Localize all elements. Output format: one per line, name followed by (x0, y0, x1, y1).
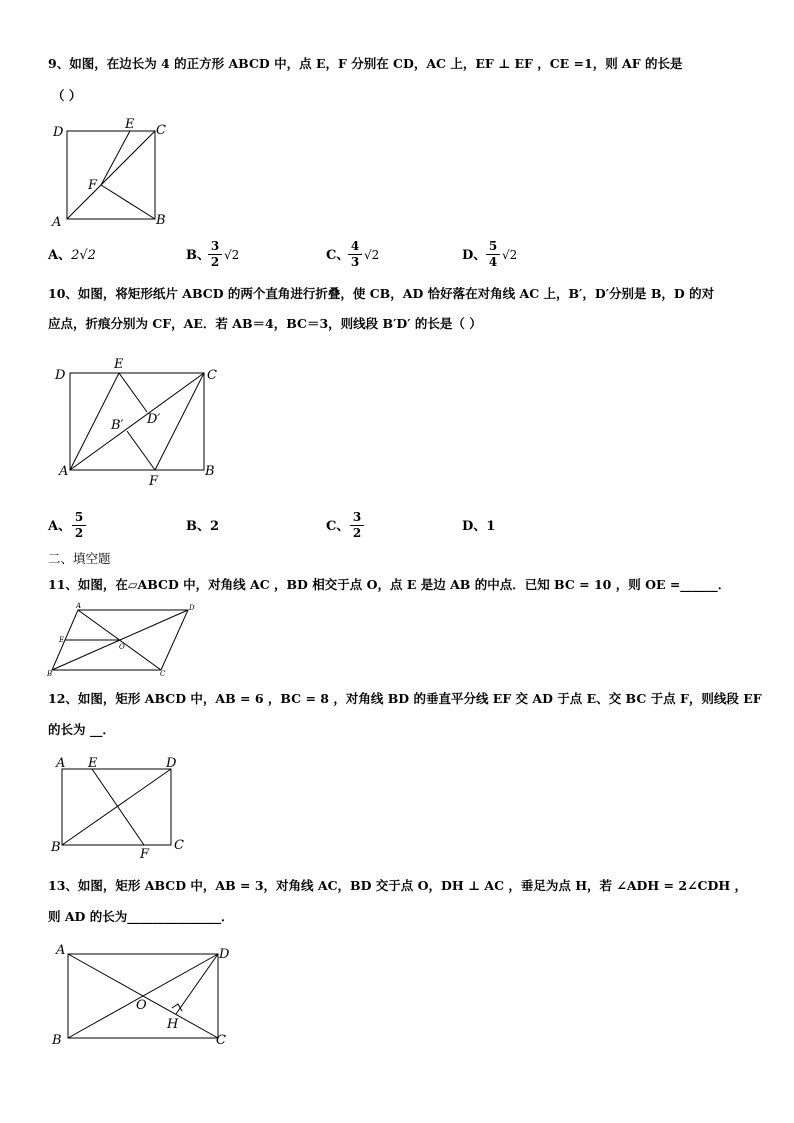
q10-label-d: D (55, 368, 66, 383)
q12-label-a: A (56, 756, 66, 771)
q9-option-c-radical: √2 (364, 248, 380, 262)
q12-label-e: E (88, 756, 98, 771)
q10-option-c-fraction: 3 2 (350, 511, 364, 540)
q12-label-b: B (51, 840, 61, 855)
q12-label-d: D (166, 756, 177, 771)
q10-option-a-key[interactable]: A、 (48, 519, 72, 534)
q9-label-e: E (125, 118, 135, 132)
q9-option-c-key[interactable]: C、 (326, 248, 350, 263)
q9-option-d-key[interactable]: D、 (462, 248, 487, 263)
section-heading: 二、填空题 (48, 551, 111, 566)
q12-figure (48, 752, 198, 862)
q13-figure (48, 940, 248, 1052)
q11-label-o: O (119, 643, 125, 651)
q13-stem-line1: 13、如图，矩形 ABCD 中，AB = 3，对角线 AC，BD 交于点 O，DH ⊥ AC ，垂足为点 H，若 ∠ADH = 2∠CDH ， (48, 878, 748, 893)
q10-label-f: F (149, 474, 159, 489)
q10-stem-line2: 应点，折痕分别为 CF，AE．若 AB＝4，BC＝3，则线段 B′D′ 的长是（ ） (48, 316, 482, 331)
q10-figure (50, 355, 225, 490)
q11-label-b: B (47, 670, 53, 678)
q9-option-b-fraction: 3 2 (208, 240, 222, 269)
q13-label-h: H (167, 1017, 179, 1032)
q9-label-b: B (156, 213, 166, 228)
q9-option-b-radical: √2 (224, 248, 240, 262)
q11-label-c: C (160, 670, 166, 678)
q10-label-e: E (114, 357, 124, 372)
q10-label-a: A (59, 464, 69, 479)
q13-label-d: D (219, 947, 230, 962)
q10-option-c-key[interactable]: C、 (326, 519, 350, 534)
q11-label-d: D (189, 604, 195, 612)
q13-stem-line2: 则 AD 的长为_______________． (48, 909, 234, 924)
q10-option-d[interactable]: D、1 (462, 519, 496, 534)
q9-option-a[interactable]: A、2√2 (48, 248, 96, 263)
q11-stem-line1: 11、如图，在▱ABCD 中，对角线 AC ，BD 相交于点 O，点 E 是边 AB 的中点．已知 BC = 10 ，则 OE =______． (48, 577, 731, 592)
q12-label-f: F (140, 847, 150, 862)
q9-stem-line1: 9、如图，在边长为 4 的正方形 ABCD 中，点 E，F 分别在 CD，AC 上，EF ⊥ EF ，CE =1，则 AF 的长是 (48, 56, 683, 71)
q9-label-c: C (156, 123, 166, 138)
q13-label-c: C (216, 1033, 226, 1048)
q9-label-f: F (88, 178, 98, 193)
q10-option-b[interactable]: B、2 (186, 519, 220, 534)
q9-stem-line2: （ ） (52, 88, 82, 103)
q9-label-d: D (53, 125, 64, 140)
q12-stem-line2: 的长为 __． (48, 722, 115, 737)
q12-stem-line1: 12、如图，矩形 ABCD 中，AB = 6 ，BC = 8 ，对角线 BD 的垂直平分线 EF 交 AD 于点 E、交 BC 于点 F，则线段 EF (48, 691, 762, 706)
q9-option-c-fraction: 4 3 (348, 240, 362, 269)
q13-label-o: O (136, 998, 147, 1013)
q9-option-d-fraction: 5 4 (486, 240, 500, 269)
q10-label-b-prime: B′ (111, 418, 124, 433)
q13-label-a: A (56, 943, 66, 958)
q11-figure (46, 600, 206, 680)
q11-label-e: E (59, 636, 65, 644)
q10-label-c: C (207, 368, 217, 383)
q12-label-c: C (174, 838, 184, 853)
q9-option-b-key[interactable]: B、 (186, 248, 210, 263)
q11-label-a: A (76, 602, 82, 610)
q9-figure (46, 118, 176, 233)
q9-option-d-radical: √2 (502, 248, 518, 262)
q10-label-b: B (205, 464, 215, 479)
q10-stem-line1: 10、如图，将矩形纸片 ABCD 的两个直角进行折叠，使 CB，AD 恰好落在对角线 AC 上，B′，D′分别是 B，D 的对 (48, 286, 715, 301)
q13-label-b: B (52, 1033, 62, 1048)
q9-label-a: A (52, 215, 62, 230)
q10-option-a-fraction: 5 2 (72, 511, 86, 540)
q10-label-d-prime: D′ (147, 412, 161, 427)
